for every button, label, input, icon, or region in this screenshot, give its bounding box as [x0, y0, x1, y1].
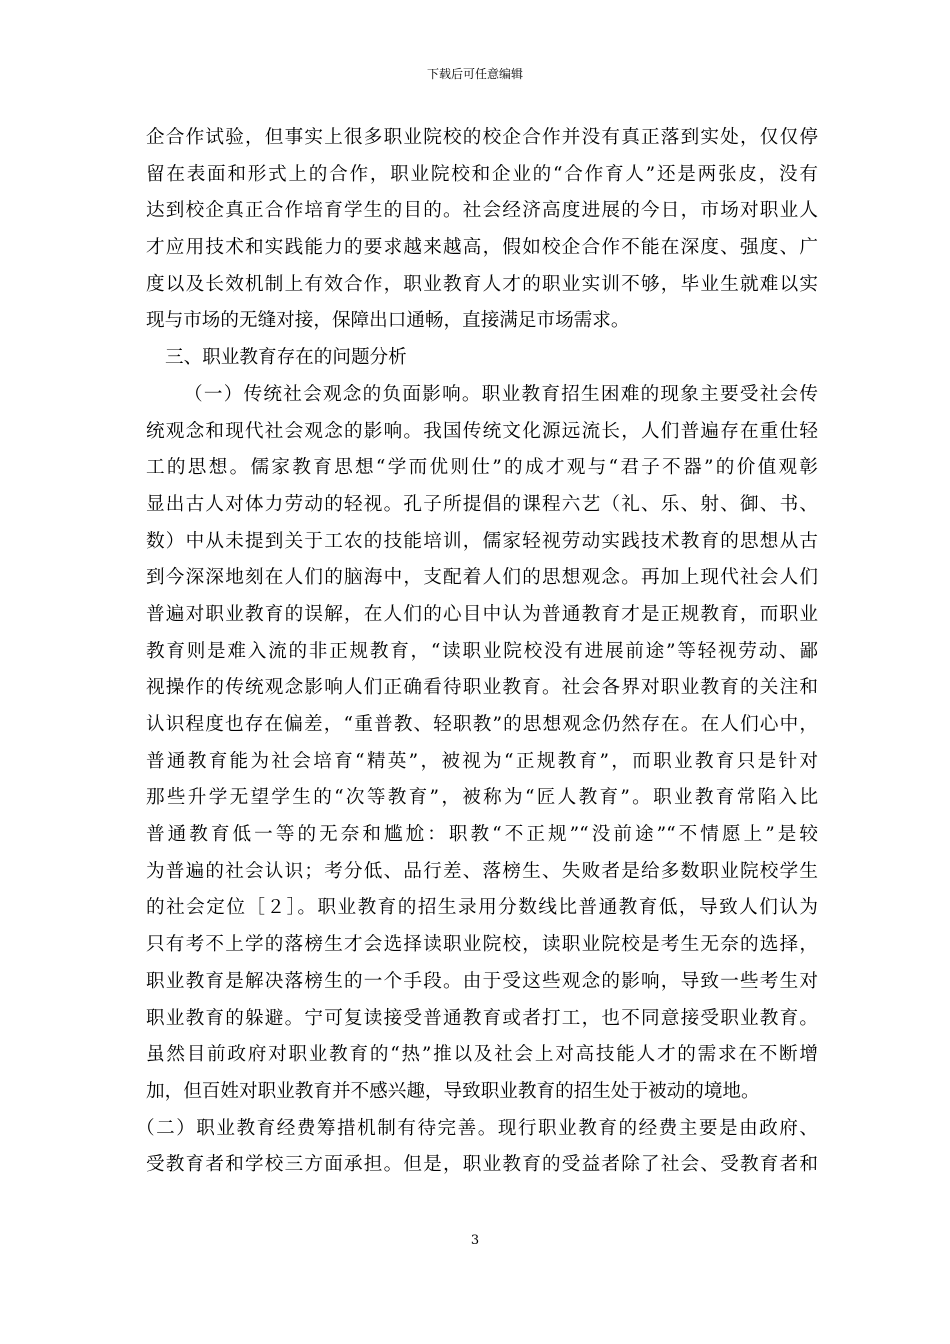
text-line: 工的思想。儒家教育思想“学而优则仕”的成才观与“君子不器”的价值观彰 [146, 457, 818, 479]
text-line: 职业教育是解决落榜生的一个手段。由于受这些观念的影响，导致一些考生对 [146, 970, 818, 992]
text-line: 现与市场的无缝对接，保障出口通畅，直接满足市场需求。 [146, 310, 630, 332]
body-text [136, 120, 818, 1184]
text-line: 才应用技术和实践能力的要求越来越高，假如校企合作不能在深度、强度、广 [146, 237, 818, 259]
text-line: 企合作试验，但事实上很多职业院校的校企合作并没有真正落到实处，仅仅停 [146, 127, 818, 148]
text-line: 统观念和现代社会观念的影响。我国传统文化源远流长，人们普遍存在重仕轻 [146, 420, 818, 442]
text-line: 虽然目前政府对职业教育的“热”推以及社会上对高技能人才的需求在不断增 [146, 1044, 818, 1066]
text-line: 加，但百姓对职业教育并不感兴趣，导致职业教育的招生处于被动的境地。 [146, 1080, 760, 1102]
text-line: 数）中从未提到关于工农的技能培训，儒家轻视劳动实践技术教育的思想从古 [146, 530, 818, 552]
text-line: 认识程度也存在偏差，“重普教、轻职教”的思想观念仍然存在。在人们心中， [146, 714, 818, 735]
text-line: 达到校企真正合作培育学生的目的。社会经济高度进展的今日，市场对职业人 [146, 200, 818, 222]
text-line: 只有考不上学的落榜生才会选择读职业院校，读职业院校是考生无奈的选择， [146, 934, 818, 956]
text-line: 那些升学无望学生的“次等教育”，被称为“匠人教育”。职业教育常陷入比 [146, 787, 818, 809]
text-line: 受教育者和学校三方面承担。但是，职业教育的受益者除了社会、受教育者和 [146, 1154, 818, 1176]
text-line: 普遍对职业教育的误解，在人们的心目中认为普通教育才是正规教育，而职业 [146, 603, 818, 625]
section-heading: 三、职业教育存在的问题分析 [165, 347, 407, 369]
page-header: 下载后可任意编辑 [426, 67, 523, 81]
text-line: 教育则是难入流的非正规教育，“读职业院校没有进展前途”等轻视劳动、鄙 [146, 640, 818, 662]
text-line: （一）传统社会观念的负面影响。职业教育招生困难的现象主要受社会传 [184, 383, 818, 405]
text-line: 普通教育能为社会培育“精英”，被视为“正规教育”，而职业教育只是针对 [146, 750, 818, 772]
text-line: 留在表面和形式上的合作，职业院校和企业的“合作育人”还是两张皮，没有 [146, 163, 818, 185]
text-line: 显出古人对体力劳动的轻视。孔子所提倡的课程六艺（礼、乐、射、御、书、 [146, 493, 818, 515]
page-number: 3 [470, 1233, 480, 1248]
text-line: 到今深深地刻在人们的脑海中，支配着人们的思想观念。再加上现代社会人们 [146, 567, 818, 589]
text-line: 视操作的传统观念影响人们正确看待职业教育。社会各界对职业教育的关注和 [146, 677, 818, 699]
text-line: 职业教育的躲避。宁可复读接受普通教育或者打工，也不同意接受职业教育。 [146, 1007, 818, 1029]
text-line: 普通教育低一等的无奈和尴尬：职教“不正规”“没前途”“不情愿上”是较 [146, 824, 818, 846]
text-line: 为普遍的社会认识；考分低、品行差、落榜生、失败者是给多数职业院校学生 [146, 860, 818, 882]
text-line: 度以及长效机制上有效合作，职业教育人才的职业实训不够，毕业生就难以实 [146, 273, 818, 295]
text-line: （二）职业教育经费筹措机制有待完善。现行职业教育的经费主要是由政府、 [136, 1117, 818, 1139]
text-line: 的社会定位［２］。职业教育的招生录用分数线比普通教育低，导致人们认为 [146, 897, 818, 919]
